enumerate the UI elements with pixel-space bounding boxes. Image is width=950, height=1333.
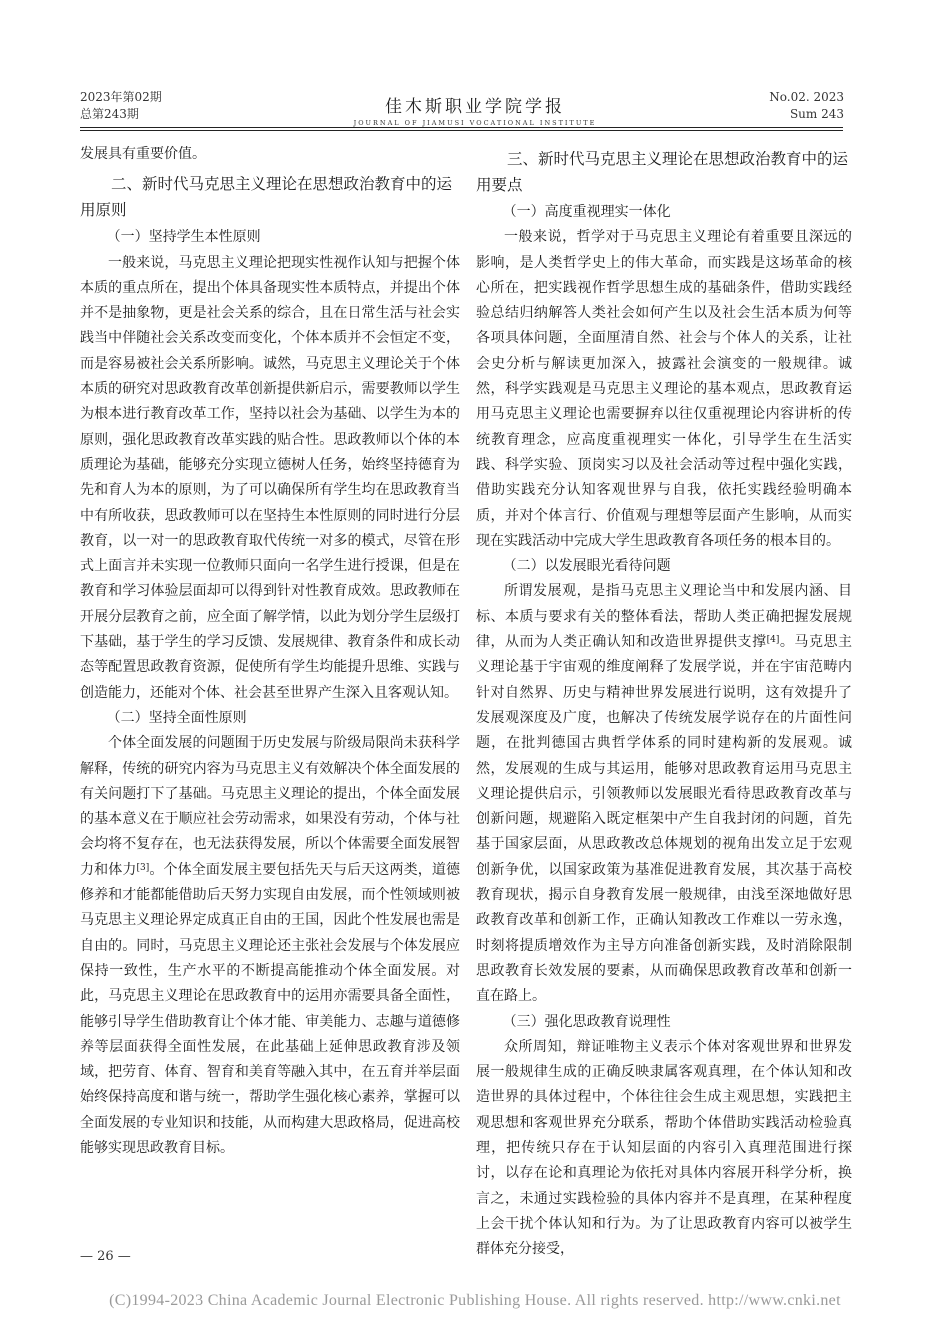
issue-number: 2023年第02期 [80, 90, 162, 104]
subsection-heading-3-1: （一）高度重视理实一体化 [502, 204, 671, 220]
journal-masthead [300, 92, 650, 127]
copyright-watermark: (C)1994-2023 China Academic Journal Electronic Publishing House. All rights reserved. http://www.cnki.net [109, 1292, 841, 1309]
body-paragraph: 一般来说，哲学对于马克思主义理论有着重要且深远的影响，是人类哲学史上的伟大革命，而实践是这场革命的核心所在，把实践视作哲学思想生成的基础条件，借助实践经验总结归纳解答人类社会如何产生以及社会生活本质为何等各项具体问题，全面厘清自然、社会与个体人的关系，让社会史分析与解读更加深入，披露社会演变的一般规律。诚然，科学实践观是马克思主义理论的基本观点，思政教育运用马克思主义理论也需要摒弃以往仅重视理论内容讲析的传统教育理念，应高度重视理实一体化，引导学生在生活实践、科学实验、顶岗实习以及社会活动等过程中强化实践，借助实践充分认知客观世界与自我，依托实践经验明确本质，并对个体言行、价值观与理想等层面产生影响，从而实现在实践活动中完成大学生思政教育各项任务的根本目的。 [476, 229, 852, 549]
total-issue-number-en: Sum 243 [789, 107, 844, 121]
body-paragraph: 众所周知，辩证唯物主义表示个体对客观世界和世界发展一般规律生成的正确反映隶属客观真理，在个体认知和改造世界的具体过程中，个体往往会生成主观思想，实践把主观思想和客观世界充分联系，帮助个体借助实践活动检验真理，把传统只存在于认知层面的内容引入真理范围进行探讨，以存在论和真理论为依托对具体内容展开科学分析，换言之，未通过实践检验的具体内容并不是真理，在某种程度上会干扰个体认知和行为。为了让思政教育内容可以被学生群体充分接受， [476, 1038, 852, 1258]
paragraph-text: 所谓发展观，是指马克思主义理论当中和发展内涵、目标、本质与要求有关的整体看法，帮助人类正确把握发展规律，从而为人类正确认知和改造世界提供支撑 [476, 583, 852, 651]
issue-info [80, 89, 162, 123]
total-issue-number: 总第243期 [80, 107, 139, 121]
citation-ref: [3] [136, 862, 150, 873]
journal-title: 佳木斯职业学院学报 [385, 97, 565, 117]
citation-ref: [4] [766, 635, 780, 646]
header-rule-top [80, 127, 843, 128]
body-paragraph [476, 579, 852, 1009]
issue-number-en: No.02. 2023 [769, 90, 844, 104]
paragraph-text: 。个体全面发展主要包括先天与后天这两类，道德修养和才能都能借助后天努力实现自由发展，而个性领域则被马克思主义理论界定成真正自由的王国，因此个性发展也需是自由的。同时，马克思主义理论还主张社会发展与个体发展应保持一致性，生产水平的不断提高能推动个体全面发展。对此，马克思主义理论在思政教育中的运用亦需要具备全面性，能够引导学生借助教育让个体才能、审美能力、志趣与道德修养等层面获得全面性发展，在此基础上延伸思政教育涉及领域，把劳育、体育、智育和美育等融入其中，在五育并举层面始终保持高度和谐与统一，帮助学生强化核心素养，掌握可以全面发展的专业知识和技能，从而构建大思政格局，促进高校能够实现思政教育目标。 [80, 861, 460, 1156]
journal-title-en: JOURNAL OF JIAMUSI VOCATIONAL INSTITUTE [353, 119, 597, 127]
subsection-heading-2-1: （一）坚持学生本性原则 [106, 229, 261, 246]
section-heading-2: 二、新时代马克思主义理论在思想政治教育中的运用原则 [80, 175, 453, 220]
subsection-heading-3-3: （三）强化思政教育说理性 [502, 1013, 671, 1030]
paragraph-text: 。马克思主义理论基于宇宙观的维度阐释了发展学说，并在宇宙范畴内针对自然界、历史与精神世界发展进行说明，这有效提升了发展观深度及广度，也解决了传统发展学说存在的片面性问题，在批判德国古典哲学体系的同时建构新的发展观。诚然，发展观的生成与其运用，能够对思政教育运用马克思主义理论提供启示，引领教师以发展眼光看待思政教育改革与创新问题，规避陷入既定框架中产生自我封闭的问题，首先基于国家层面，从思政教改总体规划的视角出发立足于宏观创新争优，以国家政策为基准促进教育发展，其次基于高校教育现状，揭示自身教育发展一般规律，由浅至深地做好思政教育改革和创新工作，正确认知教改工作难以一劳永逸，时刻将提质增效作为主导方向准备创新实践，及时消除限制思政教育长效发展的要素，从而确保思政教育改革和创新一直在路上。 [476, 634, 853, 1005]
body-paragraph [80, 731, 460, 1161]
right-column [476, 142, 852, 1262]
left-column [80, 142, 460, 1161]
paragraph-text: 个体全面发展的问题囿于历史发展与阶级局限尚未获科学解释，传统的研究内容为马克思主义有效解决个体全面发展的有关问题打下了基础。马克思主义理论的提出，个体全面发展的基本意义在于顺应社会劳动需求，如果没有劳动，个体与社会均将不复存在，也无法获得发展，所以个体需要全面发展智力和体力 [80, 735, 460, 878]
page-number: — 26 — [80, 1249, 131, 1264]
subsection-heading-2-2: （二）坚持全面性原则 [106, 709, 247, 726]
header-rule-bottom [80, 130, 843, 131]
body-paragraph: 一般来说，马克思主义理论把现实性视作认知与把握个体本质的重点所在，提出个体具备现实性本质特点，并提出个体并不是抽象物，更是社会关系的综合，且在日常生活与社会实践当中伴随社会关系改变而变化，个体本质并不会恒定不变，而是容易被社会关系所影响。诚然，马克思主义理论关于个体本质的研究对思政教育改革创新提供新启示，需要教师以学生为根本进行教育改革工作，坚持以社会为基础、以学生为本的原则，强化思政教育改革实践的贴合性。思政教师以个体的本质理论为基础，能够充分实现立德树人任务，始终坚持德育为先和育人为本的原则，为了可以确保所有学生均在思政教育当中有所收获，思政教师可以在坚持生本性原则的同时进行分层教育，以一对一的思政教育取代传统一对多的模式，尽管在形式上面言并未实现一位教师只面向一名学生进行授课，但是在教育和学习体验层面却可以得到针对性教育成效。思政教师在开展分层教育之前，应全面了解学情，以此为划分学生层级打下基础，基于学生的学习反馈、发展规律、教育条件和成长动态等配置思政教育资源，促使所有学生均能提升思维、实践与创造能力，还能对个体、社会甚至世界产生深入且客观认知。 [80, 254, 460, 701]
issue-info-en [769, 89, 844, 123]
section-heading-3: 三、新时代马克思主义理论在思想政治教育中的运用要点 [476, 150, 849, 194]
subsection-heading-3-2: （二）以发展眼光看待问题 [502, 558, 671, 575]
continued-paragraph: 发展具有重要价值。 [80, 146, 206, 162]
